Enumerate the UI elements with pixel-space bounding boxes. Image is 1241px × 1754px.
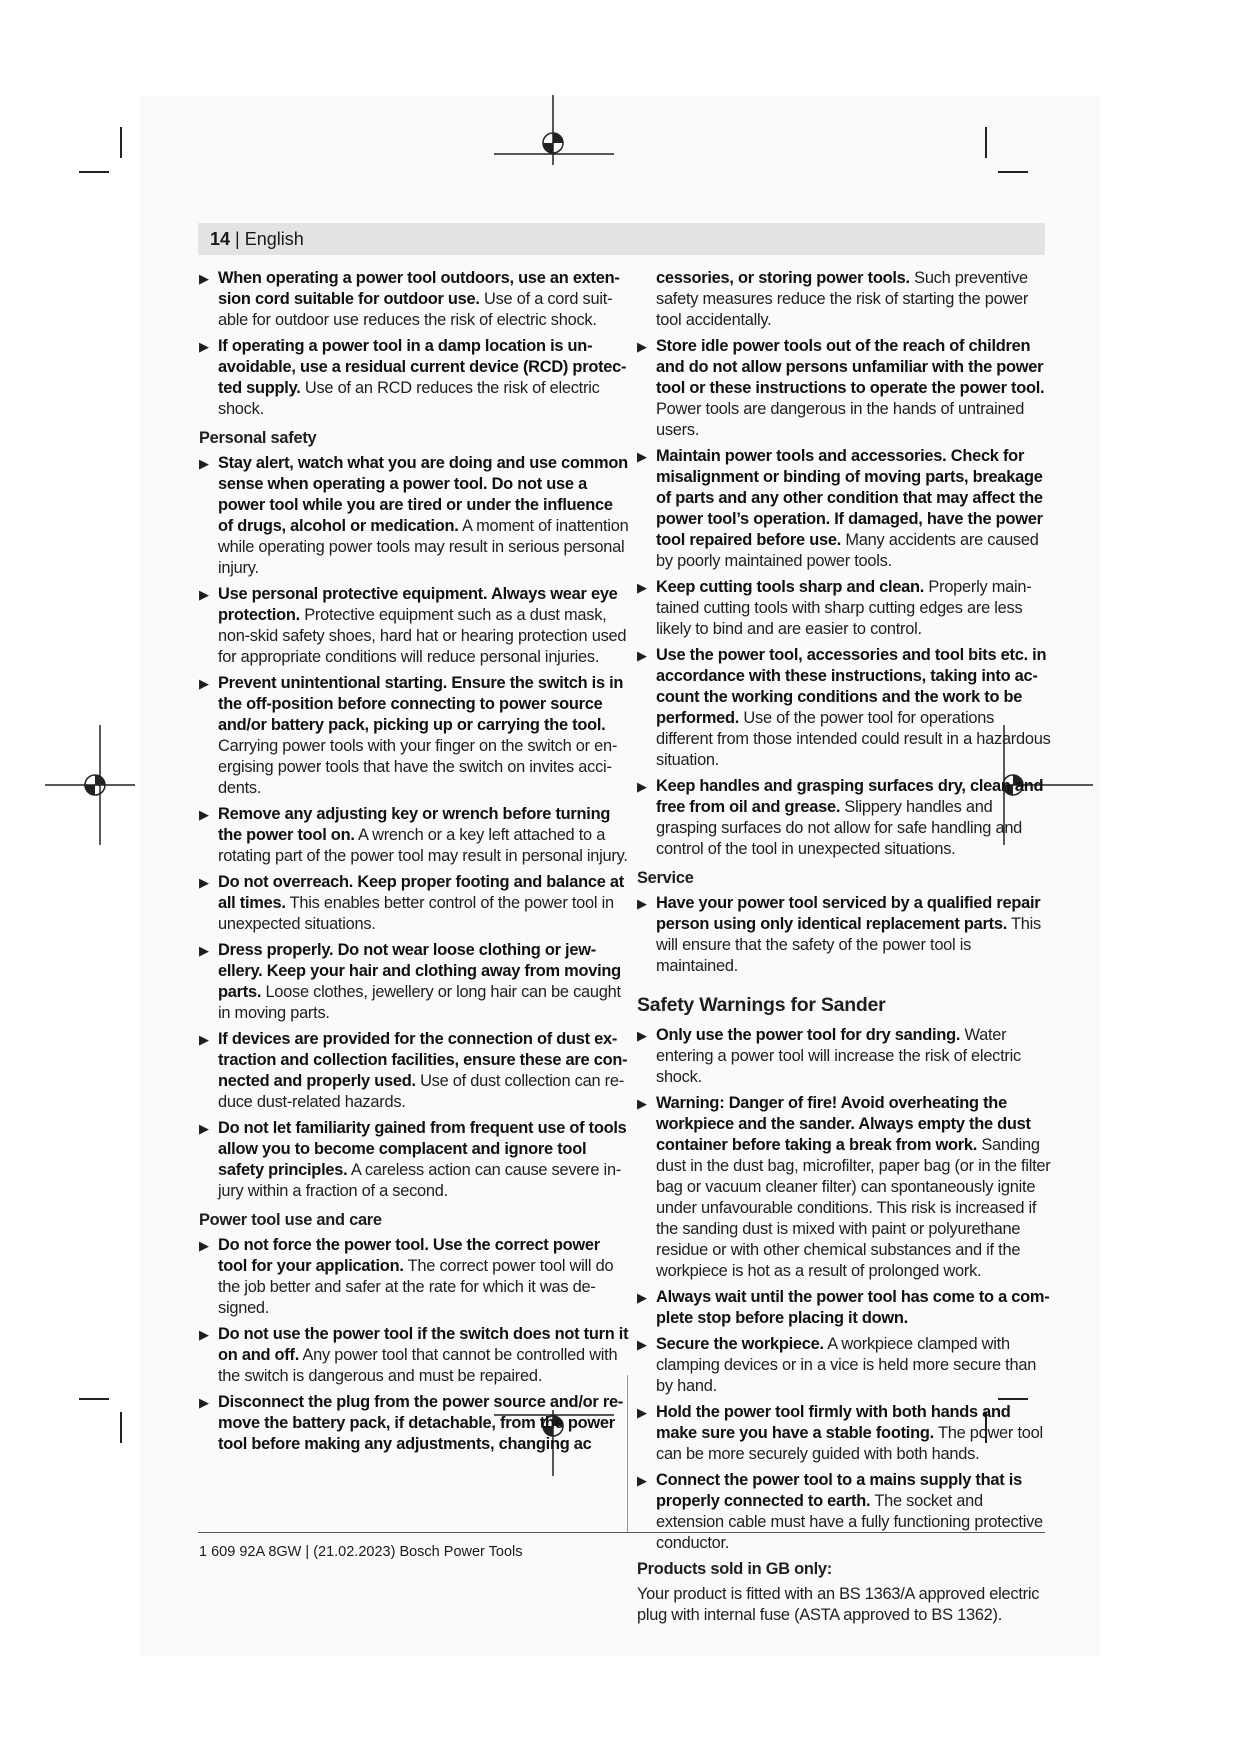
- list-item: ▶ Always wait until the power tool has come to a complete stop before placing it down.: [637, 1288, 1050, 1327]
- section-heading-service: Service: [637, 869, 694, 887]
- bullet-arrow-icon: ▶: [637, 581, 647, 596]
- products-gb-heading: Products sold in GB only:: [637, 1560, 832, 1578]
- bullet-arrow-icon: ▶: [199, 1239, 209, 1254]
- bullet-arrow-icon: ▶: [199, 272, 209, 287]
- list-item: ▶ When operating a power tool outdoors, use an extension cord suitable for outdoor use. Use of a cord suitable for outdoor use reduces the risk of electric shock.: [199, 269, 620, 329]
- crop-mark: [998, 171, 1028, 173]
- list-item: ▶ Do not force the power tool. Use the correct power tool for your application. The correct power tool will do the job better and safer at the rate for which it was designed.: [199, 1236, 614, 1317]
- list-item: ▶ Only use the power tool for dry sanding. Water entering a power tool will increase the risk of electric shock.: [637, 1026, 1021, 1086]
- bullet-arrow-icon: ▶: [637, 1474, 647, 1489]
- bullet-arrow-icon: ▶: [199, 457, 209, 472]
- column-divider: [627, 1375, 628, 1532]
- bullet-arrow-icon: ▶: [637, 897, 647, 912]
- bullet-arrow-icon: ▶: [199, 588, 209, 603]
- crop-mark: [985, 127, 987, 158]
- bullet-arrow-icon: ▶: [637, 1097, 647, 1112]
- bullet-arrow-icon: ▶: [637, 450, 647, 465]
- list-item: ▶ Keep cutting tools sharp and clean. Properly maintained cutting tools with sharp cutting edges are less likely to bind and are easier to control.: [637, 578, 1032, 638]
- bullet-arrow-icon: ▶: [637, 1338, 647, 1353]
- list-item: ▶ Dress properly. Do not wear loose clothing or jewellery. Keep your hair and clothing away from moving parts. Loose clothes, jewellery or long hair can be caught in moving parts.: [199, 941, 621, 1022]
- page-footer: 1 609 92A 8GW | (21.02.2023) Bosch Power Tools: [199, 1544, 523, 1560]
- list-item: ▶ Use the power tool, accessories and tool bits etc. in accordance with these instructions, taking into account the working conditions and the work to be performed. Use of the power tool for operations different from those intended could result in a hazardous situation.: [637, 646, 1051, 769]
- section-title-sander: Safety Warnings for Sander: [637, 994, 886, 1016]
- bullet-arrow-icon: ▶: [637, 780, 647, 795]
- right-column: [637, 268, 1052, 1626]
- bullet-arrow-icon: ▶: [199, 1033, 209, 1048]
- bullet-arrow-icon: ▶: [637, 1406, 647, 1421]
- list-item: ▶ If operating a power tool in a damp location is unavoidable, use a residual current device (RCD) protected supply. Use of an RCD reduces the risk of electric shock.: [199, 337, 627, 418]
- section-heading-power-tool-use: Power tool use and care: [199, 1211, 382, 1229]
- bullet-arrow-icon: ▶: [637, 340, 647, 355]
- list-item: ▶ Stay alert, watch what you are doing and use common sense when operating a power tool. Do not use a power tool while you are tired or under the influence of drugs, alcohol or medication. A moment of inattention while operating power tools may result in serious personal injury.: [199, 454, 629, 577]
- header-language: English: [244, 229, 304, 249]
- list-item: ▶ Hold the power tool firmly with both hands and make sure you have a stable footing. The power tool can be more securely guided with both hands.: [637, 1403, 1043, 1463]
- bullet-arrow-icon: ▶: [199, 1122, 209, 1137]
- list-item: ▶ Keep handles and grasping surfaces dry, clean and free from oil and grease. Slippery handles and grasping surfaces do not allow for safe handling and control of the tool in unexpected situations.: [637, 777, 1044, 858]
- bullet-arrow-icon: ▶: [199, 1396, 209, 1411]
- section-heading-personal-safety: Personal safety: [199, 429, 317, 447]
- bullet-arrow-icon: ▶: [199, 1328, 209, 1343]
- list-item: ▶ Do not use the power tool if the switch does not turn it on and off. Any power tool that cannot be controlled with the switch is dangerous and must be repaired.: [199, 1325, 629, 1385]
- page-header-text: 14 | English: [210, 229, 304, 249]
- list-item: ▶ Prevent unintentional starting. Ensure the switch is in the off-position before connecting to power source and/or battery pack, picking up or carrying the tool. Carrying power tools with your finger on the switch or energising power tools that have the switch on invites accidents.: [199, 674, 624, 797]
- page-header: [198, 223, 1045, 255]
- list-item: ▶ If devices are provided for the connection of dust extraction and collection facilities, ensure these are connected and properly used. Use of dust collection can reduce dust-related hazards.: [199, 1030, 628, 1111]
- crop-mark: [79, 1398, 109, 1400]
- bullet-arrow-icon: ▶: [637, 1291, 647, 1306]
- registration-mark-left: [45, 725, 135, 845]
- list-item: ▶ Maintain power tools and accessories. Check for misalignment or binding of moving parts, breakage of parts and any other condition that may affect the power tool’s operation. If damaged, have the power tool repaired before use. Many accidents are caused by poorly maintained power tools.: [637, 447, 1043, 570]
- list-item: ▶ Remove any adjusting key or wrench before turning the power tool on. A wrench or a key left attached to a rotating part of the power tool may result in personal injury.: [199, 805, 628, 865]
- registration-mark-top: [494, 95, 614, 165]
- list-item: ▶ Disconnect the plug from the power source and/or remove the battery pack, if detachable, from the power tool before making any adjustments, changing ac: [199, 1393, 624, 1453]
- bullet-arrow-icon: ▶: [199, 944, 209, 959]
- products-gb-text: Your product is fitted with an BS 1363/A approved electric plug with internal fuse (ASTA approved to BS 1362).: [637, 1585, 1040, 1624]
- list-item: ▶ Have your power tool serviced by a qualified repair person using only identical replacement parts. This will ensure that the safety of the power tool is maintained.: [637, 894, 1041, 975]
- list-item: ▶ Secure the workpiece. A workpiece clamped with clamping devices or in a vice is held more secure than by hand.: [637, 1335, 1037, 1395]
- list-item: ▶ Do not let familiarity gained from frequent use of tools allow you to become complacent and ignore tool safety principles. A careless action can cause severe injury within a fraction of a second.: [199, 1119, 627, 1200]
- left-column: [199, 268, 629, 1460]
- list-item-continuation: cessories, or storing power tools. Such preventive safety measures reduce the risk of starting the power tool accidentally.: [656, 269, 1029, 329]
- bullet-arrow-icon: ▶: [637, 1029, 647, 1044]
- list-item: ▶ Use personal protective equipment. Always wear eye protection. Protective equipment such as a dust mask, non-skid safety shoes, hard hat or hearing protection used for appropriate conditions will reduce personal injuries.: [199, 585, 627, 666]
- list-item: ▶ Warning: Danger of fire! Avoid overheating the workpiece and the sander. Always empty the dust container before taking a break from work. Sanding dust in the dust bag, microfilter, paper bag (or in the filter bag or vacuum cleaner filter) can spontaneously ignite under unfavourable conditions. This risk is increased if the sanding dust is mixed with paint or polyurethane residue or with other chemical substances and if the workpiece is hot as a result of prolonged work.: [637, 1094, 1051, 1280]
- list-item: ▶ Store idle power tools out of the reach of children and do not allow persons unfamiliar with the power tool or these instructions to operate the power tool. Power tools are dangerous in the hands of untrained users.: [637, 337, 1045, 439]
- crop-mark: [120, 127, 122, 158]
- list-item: ▶ Do not overreach. Keep proper footing and balance at all times. This enables better control of the power tool in unexpected situations.: [199, 873, 624, 933]
- list-item: ▶ Connect the power tool to a mains supply that is properly connected to earth. The socket and extension cable must have a fully functioning protective conductor.: [637, 1471, 1043, 1552]
- bullet-arrow-icon: ▶: [199, 677, 209, 692]
- crop-mark: [79, 171, 109, 173]
- crop-mark: [120, 1412, 122, 1443]
- footer-rule: [198, 1532, 1045, 1533]
- bullet-arrow-icon: ▶: [199, 876, 209, 891]
- bullet-arrow-icon: ▶: [199, 340, 209, 355]
- bullet-arrow-icon: ▶: [637, 649, 647, 664]
- page-number: 14: [210, 229, 231, 249]
- bullet-arrow-icon: ▶: [199, 808, 209, 823]
